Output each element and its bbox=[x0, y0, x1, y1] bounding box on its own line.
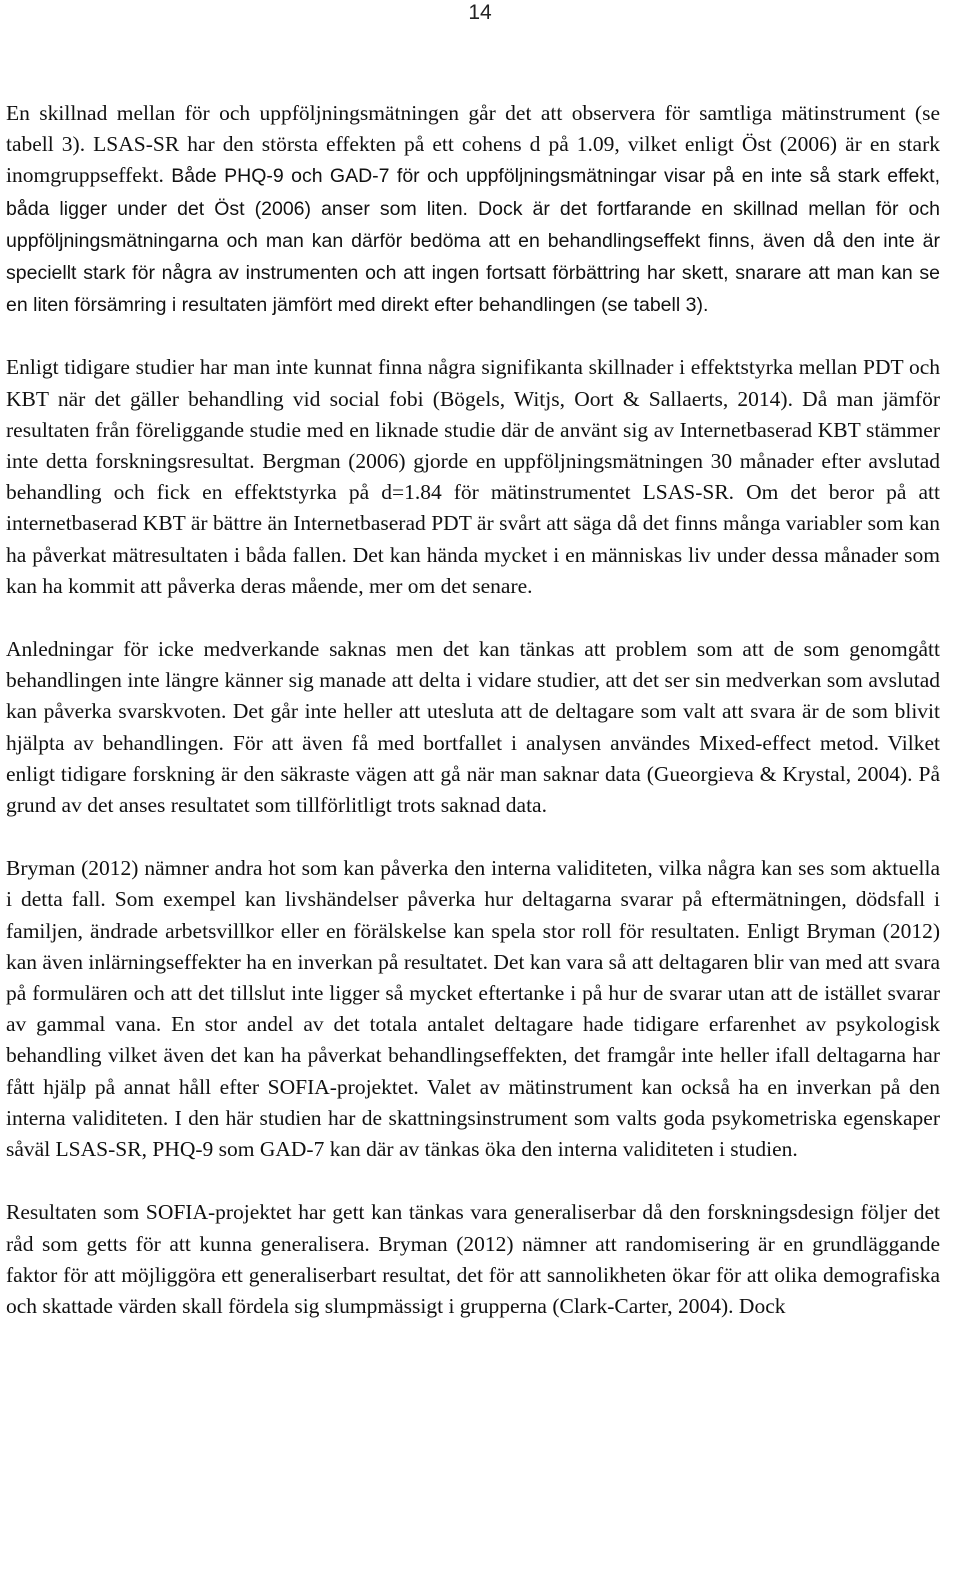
paragraph-1-text-serif: En skillnad mellan för och uppföljningsmätningen går det att observera för samtliga mätinstrument (se tabell 3). LSAS-SR har den största effekten på ett cohens d på 1.09, vilket enligt Öst (2006) är en stark inomgruppseffekt. bbox=[6, 101, 940, 188]
paragraph-generalizability bbox=[6, 1197, 940, 1322]
paragraph-3-text: Anledningar för icke medverkande saknas men det kan tänkas att problem som att de som genomgått behandlingen inte längre känner sig manade att delta i vidare studier, att det ser sin medverkan som avslutad kan påverka svarskvoten. Det går inte heller att utesluta att de deltagare som valt att svara är de som blivit hjälpta av behandlingen. För att även få med bortfallet i analysen användes Mixed-effect metod. Vilket enligt tidigare forskning är den säkraste vägen att gå när man saknar data (Gueorgieva & Krystal, 2004). På grund av det anses resultatet som tillförlitligt trots saknad data. bbox=[6, 637, 940, 818]
paragraph-1-text-sans: Både PHQ-9 och GAD-7 för och uppföljningsmätningar visar på en inte så stark effekt, båda ligger under det Öst (2006) anser som liten. Dock är det fortfarande en skillnad mellan för och uppföljningsmätningarna och man kan därför bedöma att en behandlingseffekt finns, även då den inte är speciellt stark för några av instrumenten och att ingen fortsatt förbättring har skett, snarare att man kan se en liten försämring i resultaten jämfört med direkt efter behandlingen (se tabell 3). bbox=[6, 165, 940, 317]
paragraph-5-text: Resultaten som SOFIA-projektet har gett kan tänkas vara generaliserbar då den forskningsdesign följer det råd som getts för att kunna generalisera. Bryman (2012) nämner att randomisering är en grundläggande faktor för att möjliggöra ett generaliserbart resultat, det för att sannolikheten ökar för att olika demografiska och skattade värden skall fördela sig slumpmässigt i grupperna (Clark-Carter, 2004). Dock bbox=[6, 1200, 940, 1318]
paragraph-effect-size-results bbox=[6, 98, 940, 321]
page-number: 14 bbox=[468, 1, 492, 24]
document-body bbox=[6, 98, 940, 1322]
paragraph-4-text: Bryman (2012) nämner andra hot som kan påverka den interna validiteten, vilka några kan ses som aktuella i detta fall. Som exempel kan livshändelser påverka hur deltagarna svarar på eftermätningen, dödsfall i familjen, ändrade arbetsvillkor eller en förälskelse kan spela stor roll för resultaten. Enligt Bryman (2012) kan även inlärningseffekter ha en inverkan på resultatet. Det kan vara så att deltagaren blir van med att svara på formulären och att det tillslut inte ligger så mycket eftertanke i på hur de svarar utan att de istället svarar av gammal vana. En stor andel av det totala antalet deltagare hade tidigare erfarenhet av psykologisk behandling vilket även det kan ha påverkat behandlingseffekten, det framgår inte heller ifall deltagarna har fått hjälp på annat håll efter SOFIA-projektet. Valet av mätinstrument kan också ha en inverkan på den interna validiteten. I den här studien har de skattningsinstrument som valts goda psykometriska egenskaper såväl LSAS-SR, PHQ-9 som GAD-7 kan där av tänkas öka den interna validiteten i studien. bbox=[6, 856, 940, 1162]
paragraph-dropout bbox=[6, 634, 940, 821]
paragraph-internal-validity bbox=[6, 853, 940, 1165]
paragraph-previous-studies bbox=[6, 352, 940, 602]
paragraph-2-text: Enligt tidigare studier har man inte kunnat finna några signifikanta skillnader i effektstyrka mellan PDT och KBT när det gäller behandling vid social fobi (Bögels, Witjs, Oort & Sallaerts, 2014). Då man jämför resultaten från föreliggande studie med en liknade studie där de använt sig av Internetbaserad KBT stämmer inte detta forskningsresultat. Bergman (2006) gjorde en uppföljningsmätningen 30 månader efter avslutad behandling och fick en effektstyrka på d=1.84 för mätinstrumentet LSAS-SR. Om det beror på att internetbaserad KBT är bättre än Internetbaserad PDT är svårt att säga då det finns många variabler som kan ha påverkat mätresultaten i båda fallen. Det kan hända mycket i en människas liv under dessa månader som kan ha kommit att påverka deras mående, mer om det senare. bbox=[6, 355, 940, 598]
